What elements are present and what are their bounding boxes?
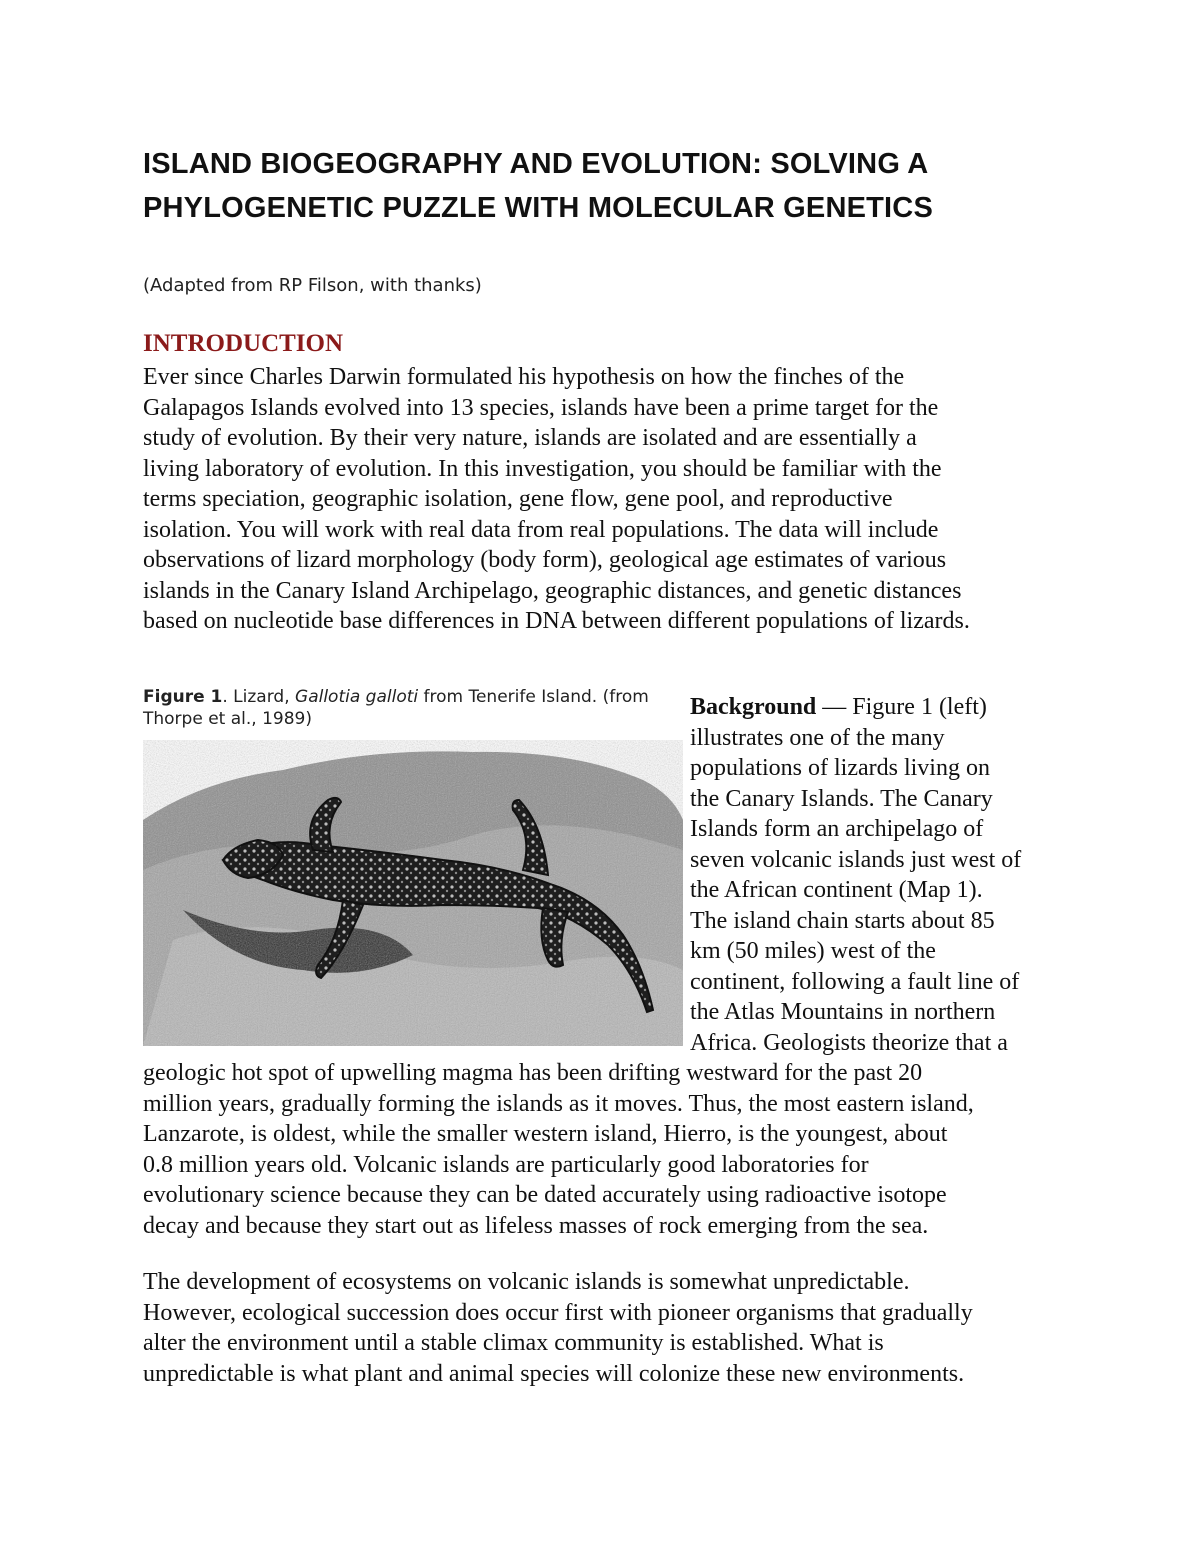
paragraph-line: Lanzarote, is oldest, while the smaller western island, Hierro, is the youngest, about: [143, 1121, 948, 1147]
paragraph-line: geologic hot spot of upwelling magma has been drifting westward for the past 20: [143, 1060, 923, 1086]
paragraph-line: the Atlas Mountains in northern: [690, 999, 996, 1025]
paragraph-line: However, ecological succession does occur first with pioneer organisms that gradually: [143, 1299, 973, 1326]
figure-caption: [143, 686, 683, 730]
paragraph-line: based on nucleotide base differences in DNA between different populations of lizards.: [143, 608, 970, 634]
paragraph-line: evolutionary science because they can be dated accurately using radioactive isotope: [143, 1182, 947, 1208]
paragraph-text: — Figure 1 (left): [816, 694, 987, 720]
paragraph-line: the African continent (Map 1).: [690, 877, 983, 903]
caption-text: Thorpe et al., 1989): [143, 709, 312, 729]
caption-text: . Lizard,: [222, 687, 296, 707]
lizard-photo: [143, 740, 683, 1046]
section-heading-introduction: INTRODUCTION: [143, 330, 344, 357]
paragraph-line: the Canary Islands. The Canary: [690, 785, 993, 812]
paragraph-line: Islands form an archipelago of: [690, 816, 984, 842]
background-heading: Background: [690, 694, 817, 720]
paragraph-line: islands in the Canary Island Archipelago, geographic distances, and genetic distances: [143, 577, 962, 604]
paragraph-line: illustrates one of the many: [690, 724, 945, 751]
background-continuation: [143, 1058, 1078, 1241]
figure-label: Figure 1: [143, 687, 223, 707]
paragraph-line: unpredictable is what plant and animal species will colonize these new environments.: [143, 1360, 965, 1387]
paragraph-line: Ever since Charles Darwin formulated his hypothesis on how the finches of the: [143, 364, 905, 390]
attribution-note: (Adapted from RP Filson, with thanks): [143, 275, 482, 296]
introduction-paragraph: [143, 362, 1078, 637]
paragraph-line: decay and because they start out as lifeless masses of rock emerging from the sea.: [143, 1212, 929, 1239]
caption-text: from Tenerife Island. (from: [418, 687, 649, 707]
paragraph-line: Galapagos Islands evolved into 13 species, islands have been a prime target for the: [143, 394, 939, 421]
paragraph-line: alter the environment until a stable climax community is established. What is: [143, 1330, 884, 1356]
paragraph-line: continent, following a fault line of: [690, 968, 1020, 995]
paragraph-line: km (50 miles) west of the: [690, 938, 936, 964]
paragraph-line: million years, gradually forming the islands as it moves. Thus, the most eastern island,: [143, 1090, 974, 1117]
paragraph-line: terms speciation, geographic isolation, gene flow, gene pool, and reproductive: [143, 486, 893, 512]
background-paragraph: [690, 692, 1080, 1058]
species-name: Gallotia galloti: [295, 687, 419, 707]
paragraph-line: observations of lizard morphology (body form), geological age estimates of various: [143, 547, 947, 573]
paragraph-line: The island chain starts about 85: [690, 907, 995, 934]
paragraph-line: isolation. You will work with real data from real populations. The data will include: [143, 516, 939, 543]
paragraph-line: 0.8 million years old. Volcanic islands are particularly good laboratories for: [143, 1151, 869, 1178]
document-title: [143, 142, 1103, 230]
ecosystem-paragraph: [143, 1267, 1078, 1389]
title-line: PHYLOGENETIC PUZZLE WITH MOLECULAR GENETICS: [143, 192, 933, 224]
paragraph-line: living laboratory of evolution. In this investigation, you should be familiar with the: [143, 455, 942, 482]
paragraph-line: study of evolution. By their very nature, islands are isolated and are essentially a: [143, 425, 917, 451]
title-line: ISLAND BIOGEOGRAPHY AND EVOLUTION: SOLVING A: [143, 148, 929, 180]
paragraph-line: The development of ecosystems on volcanic islands is somewhat unpredictable.: [143, 1269, 910, 1295]
paragraph-line: seven volcanic islands just west of: [690, 846, 1022, 873]
paragraph-line: populations of lizards living on: [690, 755, 990, 781]
paragraph-line: Africa. Geologists theorize that a: [690, 1029, 1008, 1056]
